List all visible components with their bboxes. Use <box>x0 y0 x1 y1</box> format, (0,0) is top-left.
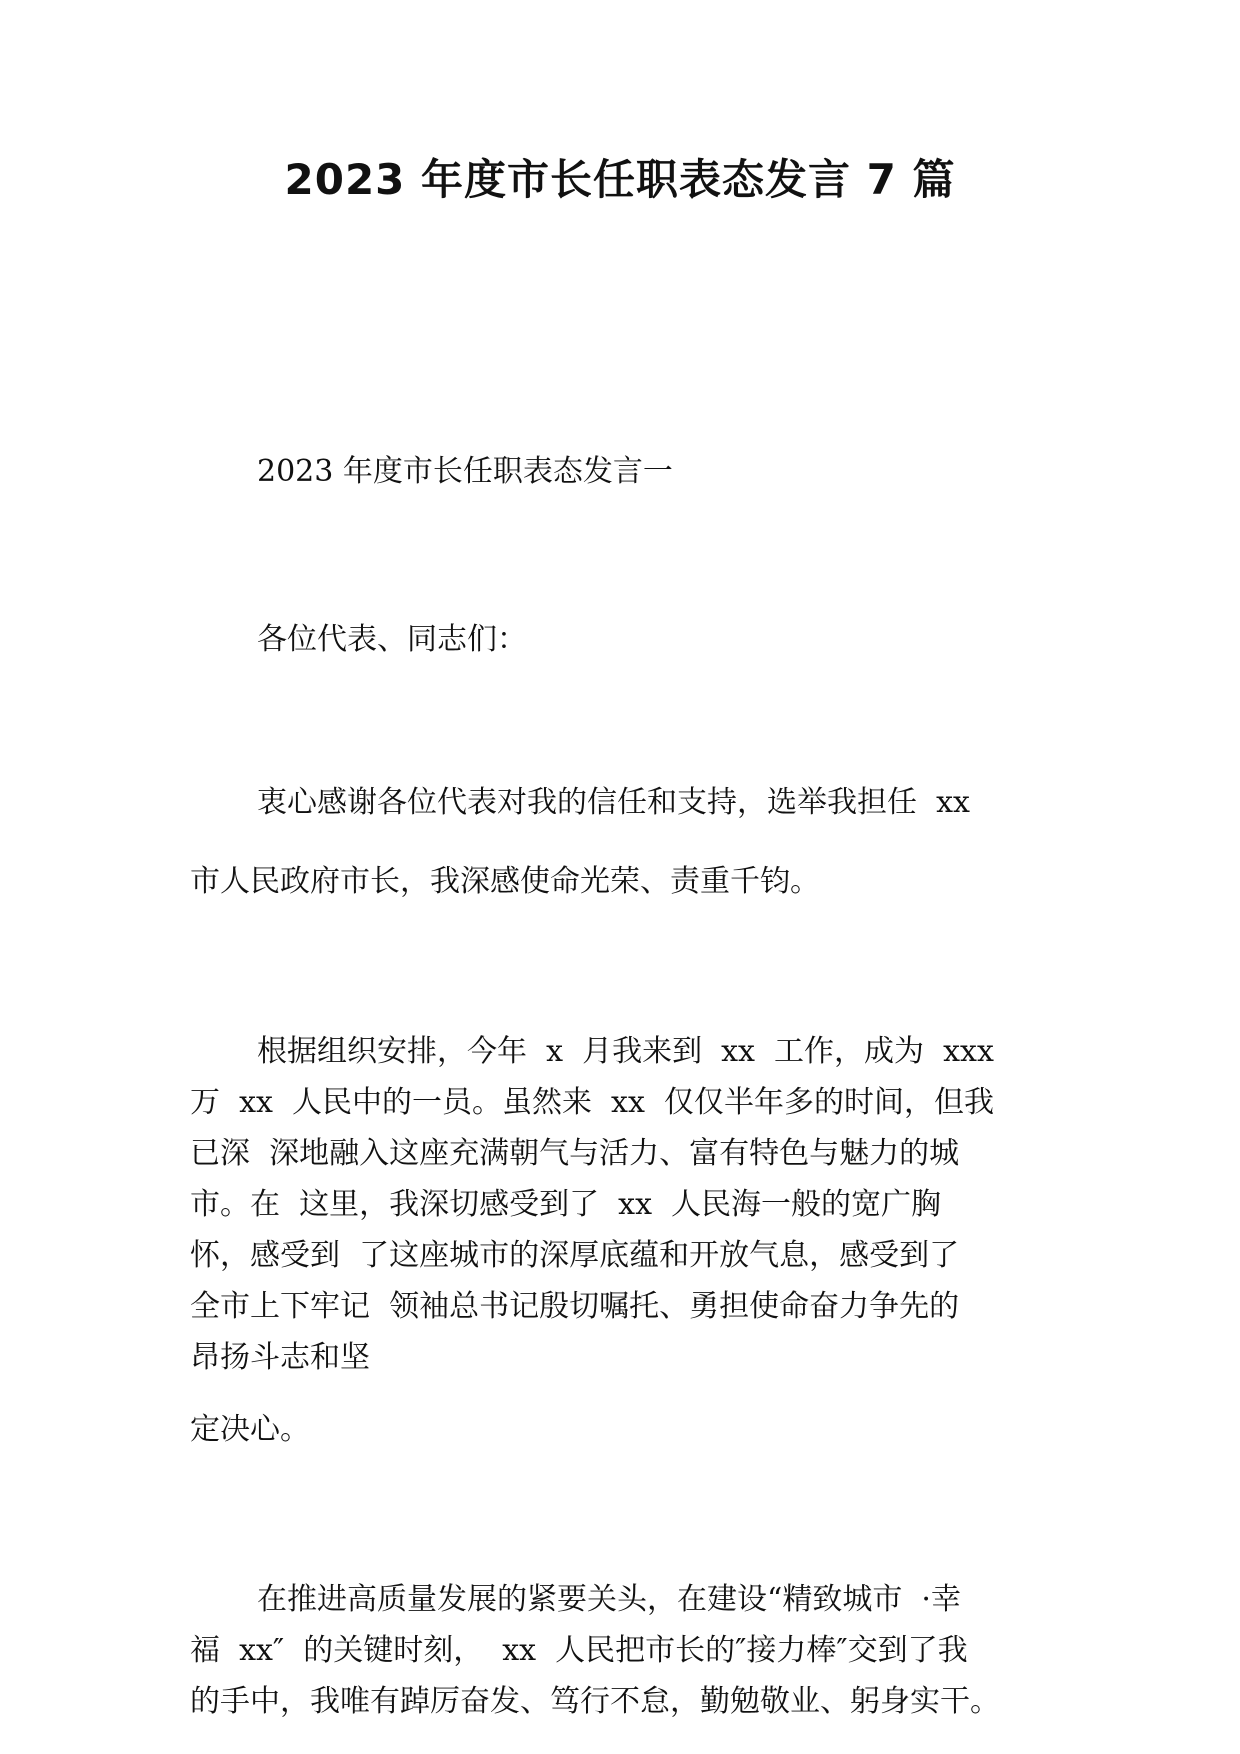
paragraph-line: 根据组织安排，今年 x 月我来到 xx 工作，成为 xxx <box>257 1034 994 1069</box>
paragraph-line: 衷心感谢各位代表对我的信任和支持，选举我担任 xx <box>257 785 970 820</box>
paragraph-line: 市。在 这里，我深切感受到了 xx 人民海一般的宽广胸 <box>190 1187 942 1222</box>
section-heading: 2023 年度市长任职表态发言一 <box>257 454 673 489</box>
paragraph-line: 万 xx 人民中的一员。虽然来 xx 仅仅半年多的时间，但我 <box>190 1085 994 1120</box>
paragraph-line: 在推进高质量发展的紧要关头，在建设“精致城市 ·幸 <box>257 1582 961 1617</box>
greeting-line: 各位代表、同志们： <box>257 622 527 657</box>
paragraph-line: 的手中，我唯有踔厉奋发、笃行不怠，勤勉敬业、躬身实干。 <box>190 1684 1000 1719</box>
paragraph-line: 福 xx″ 的关键时刻， xx 人民把市长的″接力棒″交到了我 <box>190 1633 968 1668</box>
document-title: 2023 年度市长任职表态发言 7 篇 <box>284 155 956 204</box>
paragraph-line: 怀，感受到 了这座城市的深厚底蕴和开放气息，感受到了 <box>190 1238 960 1273</box>
paragraph-line: 昂扬斗志和坚 <box>190 1340 370 1375</box>
paragraph-line: 市人民政府市长，我深感使命光荣、责重千钧。 <box>190 864 820 899</box>
paragraph-line: 全市上下牢记 领袖总书记殷切嘱托、勇担使命奋力争先的 <box>190 1289 960 1324</box>
paragraph-line: 定决心。 <box>190 1412 310 1447</box>
paragraph-line: 已深 深地融入这座充满朝气与活力、富有特色与魅力的城 <box>190 1136 960 1171</box>
